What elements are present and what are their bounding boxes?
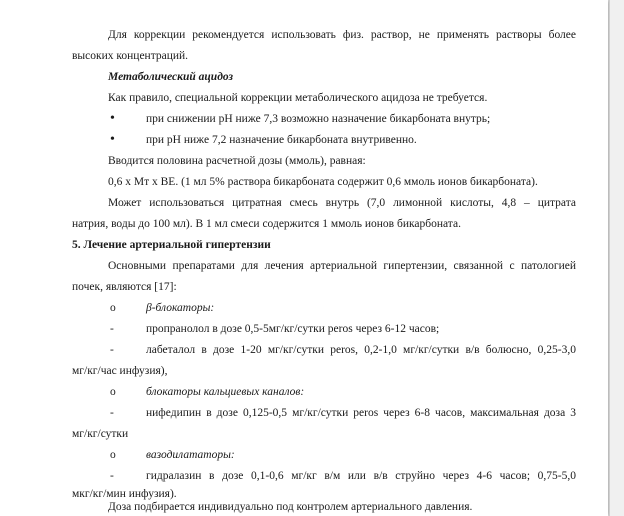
vertical-scrollbar[interactable]	[609, 0, 624, 516]
circle-marker: o	[110, 386, 116, 398]
bullet-marker: •	[110, 111, 115, 126]
dash-marker: -	[110, 470, 114, 482]
list-item: пропранолол в дозе 0,5-5мг/кг/сутки peros через 6-12 часов;	[146, 323, 440, 335]
dash-marker: -	[110, 323, 114, 335]
paragraph-line: Вводится половина расчетной дозы (ммоль), равная:	[108, 155, 366, 167]
circle-marker: o	[110, 449, 116, 461]
dash-marker: -	[110, 344, 114, 356]
dash-marker: -	[110, 407, 114, 419]
paragraph-line: 0,6 х Мт х ВЕ. (1 мл 5% раствора бикарбоната содержит 0,6 ммоль ионов бикарбоната).	[108, 176, 538, 188]
paragraph-line: Доза подбирается индивидуально под контролем артериального давления.	[108, 501, 473, 513]
list-item: блокаторы кальциевых каналов:	[146, 386, 305, 398]
list-item: лабеталол в дозе 1-20 мг/кг/сутки peros, 0,2-1,0 мг/кг/сутки в/в болюсно, 0,25-3,0	[146, 344, 576, 356]
list-item: нифедипин в дозе 0,125-0,5 мг/кг/сутки peros через 6-8 часов, максимальная доза 3	[146, 407, 576, 419]
paragraph-line: натрия, воды до 100 мл). В 1 мл смеси содержится 1 ммоль ионов бикарбоната.	[72, 218, 461, 230]
paragraph-line: высоких концентраций.	[72, 50, 189, 62]
bullet-marker: •	[110, 132, 115, 147]
paragraph-line: Для коррекции рекомендуется использовать физ. раствор, не применять растворы более	[108, 29, 576, 41]
paragraph-line: почек, являются [17]:	[72, 281, 177, 293]
paragraph-line: мг/кг/сутки	[72, 428, 129, 440]
list-item: вазодилататоры:	[146, 449, 235, 461]
list-item: при снижении рН ниже 7,3 возможно назначение бикарбоната внутрь;	[146, 113, 491, 125]
list-item: β-блокаторы:	[146, 302, 215, 314]
section-heading-hypertension: 5. Лечение артериальной гипертензии	[72, 239, 271, 251]
circle-marker: o	[110, 302, 116, 314]
paragraph-line: мг/кг/час инфузия),	[72, 365, 168, 377]
paragraph-line: Может использоваться цитратная смесь внутрь (7,0 лимонной кислоты, 4,8 – цитрата	[108, 197, 576, 209]
paragraph-line: Основными препаратами для лечения артериальной гипертензии, связанной с патологией	[108, 260, 576, 272]
paragraph-line: мкг/кг/мин инфузия).	[72, 488, 177, 500]
list-item: гидралазин в дозе 0,1-0,6 мг/кг в/м или в/в струйно через 4-6 часов; 0,75-5,0	[146, 470, 576, 482]
list-item: при рН ниже 7,2 назначение бикарбоната внутривенно.	[146, 134, 417, 146]
section-heading-acidosis: Метаболический ацидоз	[108, 71, 233, 83]
paragraph-line: Как правило, специальной коррекции метаболического ацидоза не требуется.	[108, 92, 488, 104]
